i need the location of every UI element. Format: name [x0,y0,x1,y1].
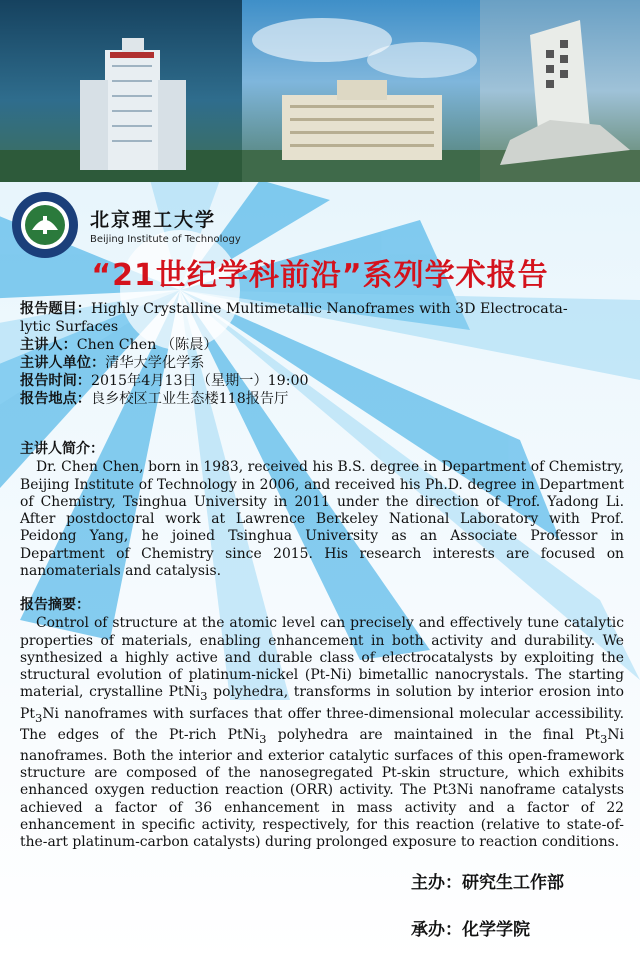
abstract-part: polyhedra are maintained in the final Pt [266,726,600,743]
campus-stone-monument-photo [480,0,640,182]
campus-tower-photo [0,0,242,182]
info-value: lytic Surfaces [20,319,119,335]
monument-stone-icon [480,0,640,182]
tower-building-icon [0,0,242,182]
bio-heading: 主讲人简介： [20,441,104,457]
info-value: Highly Crystalline Multimetallic Nanoframes with 3D Electrocata- [90,301,568,317]
abstract-part: Ni nanoframes. Both the interior and exterior catalytic surfaces of this open-framework structure are composed of the nanosegregated Pt-skin structure, which exhibits enhanced oxygen reduction reaction (ORR) activity. The Pt3Ni nanoframe catalysts achieved a factor of 36 enhancement in mass activity and a factor of 22 enhancement in specific activity, respectively, for this reaction (relative to state-of-the-art platinum-carbon catalysts) during prolonged exposure to reaction conditions. [20,726,624,851]
info-label: 报告题目： [20,301,91,317]
info-value: 良乡校区工业生态楼118报告厅 [90,391,289,407]
university-name-cn: 北京理工大学 [90,209,217,231]
subscript: 3 [200,689,208,704]
talk-title-row-continued [20,318,624,336]
info-value: 2015年4月13日（星期一）19:00 [90,373,309,389]
speaker-bio-section [20,441,624,580]
subscript: 3 [34,710,43,725]
abstract-text [20,615,624,851]
sponsor: 主办：研究生工作部 [411,873,564,893]
info-label: 主讲人： [20,337,77,353]
talk-title-row [20,300,624,318]
subscript: 3 [600,731,608,746]
affiliation-row [20,354,624,372]
location-row [20,390,624,408]
abstract-part: polyhedra, transforms in solution by interior erosion into Pt [20,684,624,722]
organizer: 承办：化学学院 [411,920,530,940]
speaker-row [20,336,624,354]
building-icon [242,0,480,182]
poster-title: “21世纪学科前沿”系列学术报告 [91,258,549,293]
abstract-part: Control of structure at the atomic level can precisely and effectively tune catalytic properties of materials, enabling enhancement in both activity and durability. We synthesized a highly active and durable class of electrocatalysts by exploiting the structural evolution of platinum-nickel (Pt-Ni) bimetallic nanocrystals. The starting material, crystalline PtNi [20,615,624,701]
abstract-part: Ni nanoframes with surfaces that offer three-dimensional molecular accessibility. The edges of the Pt-rich PtNi [20,705,624,743]
abstract-heading: 报告摘要： [20,597,90,613]
info-label: 主讲人单位： [20,355,106,371]
header-photo-strip [0,0,640,182]
bio-text: Dr. Chen Chen, born in 1983, received his B.S. degree in Department of Chemistry, Beijing Institute of Technology in 2006, and received his Ph.D. degree in Department of Chemistry, Tsinghua University in 2011 under the direction of Prof. Yadong Li. After postdoctoral work at Lawrence Berkeley National Laboratory with Prof. Peidong Yang, he joined Tsinghua University as an Associate Professor in Department of Chemistry since 2015. His research interests are focused on nanomaterials and catalysis. [20,459,624,580]
abstract-section [20,597,624,852]
subscript: 3 [259,731,267,746]
campus-building-photo [242,0,480,182]
time-row [20,372,624,390]
university-name-en: Beijing Institute of Technology [90,234,241,245]
info-label: 报告地点： [20,391,91,407]
info-value: Chen Chen （陈晨） [76,337,218,353]
info-label: 报告时间： [20,373,91,389]
info-value: 清华大学化学系 [105,355,205,371]
talk-info [20,300,624,408]
